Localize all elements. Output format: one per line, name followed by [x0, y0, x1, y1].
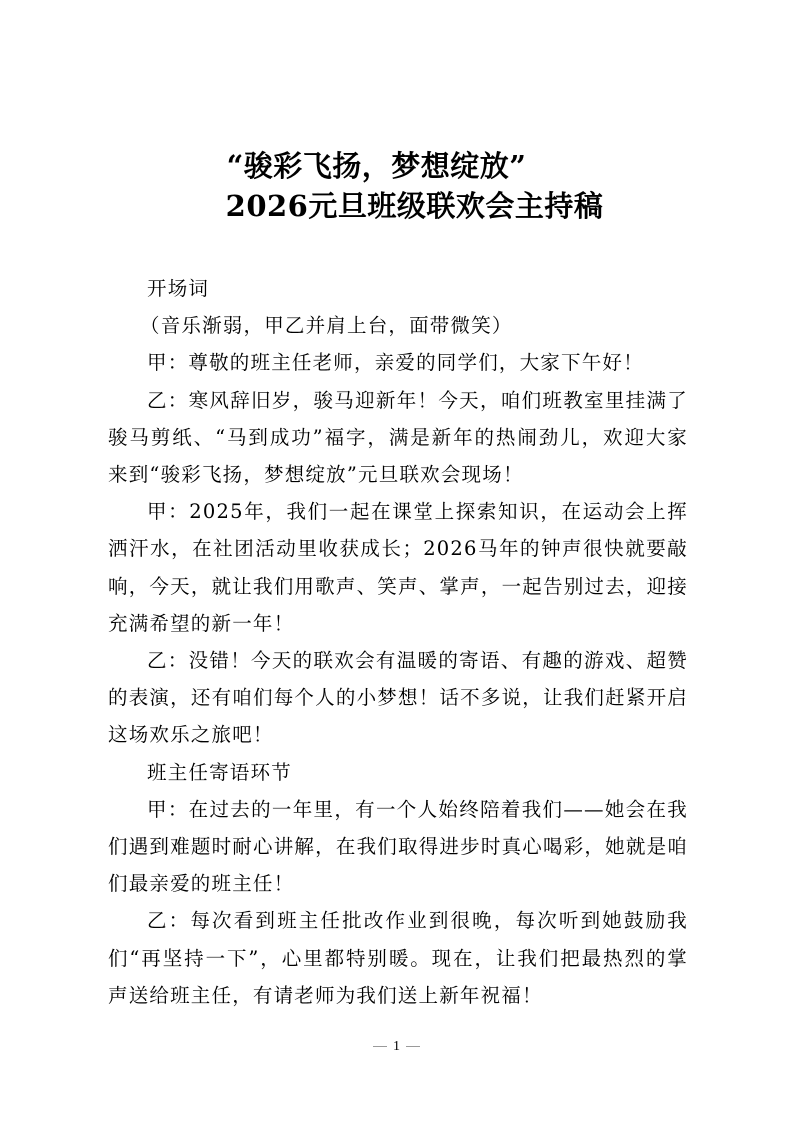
- section-heading-opening: 开场词: [147, 277, 210, 300]
- host-line-yi: 乙：每次看到班主任批改作业到很晚，每次听到她鼓励我们“再坚持一下”，心里都特别暖。现在，让我们把最热烈的掌声送给班主任，有请老师为我们送上新年祝福！: [108, 909, 688, 1007]
- footer-dash-right: [406, 1046, 420, 1047]
- footer-dash-left: [373, 1046, 387, 1047]
- host-line-jia: 甲：2025年，我们一起在课堂上探索知识，在运动会上挥洒汗水，在社团活动里收获成长；2026马年的钟声很快就要敲响，今天，就让我们用歌声、笑声、掌声，一起告别过去，迎接充满希望的新一年！: [108, 500, 688, 635]
- host-line-jia: 甲：尊敬的班主任老师，亲爱的同学们，大家下午好！: [147, 351, 644, 375]
- page-footer: [0, 1038, 793, 1055]
- host-line-jia: 甲：在过去的一年里，有一个人始终陪着我们——她会在我们遇到难题时耐心讲解，在我们取得进步时真心喝彩，她就是咱们最亲爱的班主任！: [108, 797, 688, 896]
- title-line-subject: 2026元旦班级联欢会主持稿: [225, 189, 604, 223]
- stage-direction: （音乐渐弱，甲乙并肩上台，面带微笑）: [140, 314, 513, 338]
- page-number: 1: [393, 1039, 400, 1054]
- section-heading-teacher-message: 班主任寄语环节: [147, 760, 292, 784]
- host-line-yi: 乙：没错！今天的联欢会有温暖的寄语、有趣的游戏、超赞的表演，还有咱们每个人的小梦想！话不多说，让我们赶紧开启这场欢乐之旅吧！: [108, 649, 688, 747]
- title-line-theme: “骏彩飞扬，梦想绽放”: [226, 149, 527, 183]
- document-title: [0, 146, 793, 226]
- host-line-yi: 乙：寒风辞旧岁，骏马迎新年！今天，咱们班教室里挂满了骏马剪纸、“马到成功”福字，满是新年的热闹劲儿，欢迎大家来到“骏彩飞扬，梦想绽放”元旦联欢会现场！: [108, 388, 688, 487]
- document-body: [108, 270, 688, 1014]
